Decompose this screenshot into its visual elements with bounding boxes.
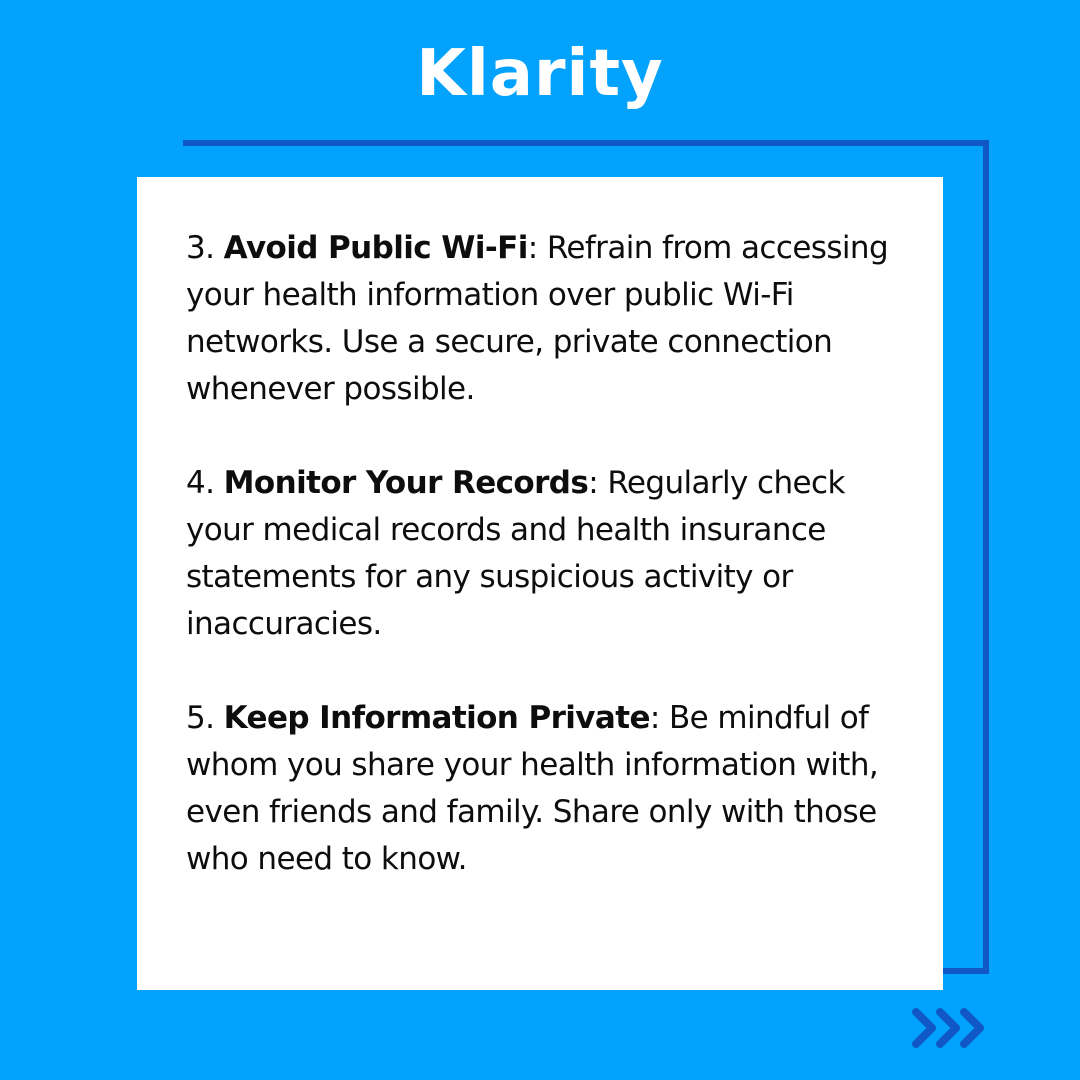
tip-number: 3. <box>186 230 215 266</box>
tip-text: : Be mindful of whom you share your health information with, even friends and family. Share only with those who need to know. <box>186 700 879 877</box>
tip-title: Monitor Your Records <box>223 465 589 501</box>
tips-card <box>137 177 943 990</box>
tip-title: Keep Information Private <box>223 700 650 736</box>
tip-text: : Regularly check your medical records and health insurance statements for any suspicious activity or inaccuracies. <box>186 465 845 642</box>
tip-item-5 <box>186 695 906 883</box>
klarity-logo: Klarity <box>416 37 664 111</box>
tip-text: : Refrain from accessing your health information over public Wi-Fi networks. Use a secure, private connection whenever possible. <box>186 230 889 407</box>
tip-number: 5. <box>186 700 215 736</box>
tip-item-3 <box>186 225 906 413</box>
tips-list <box>186 225 906 930</box>
tip-number: 4. <box>186 465 215 501</box>
tip-item-4 <box>186 460 906 648</box>
triple-chevron-right-icon[interactable] <box>910 1006 990 1054</box>
tip-title: Avoid Public Wi-Fi <box>223 230 528 266</box>
